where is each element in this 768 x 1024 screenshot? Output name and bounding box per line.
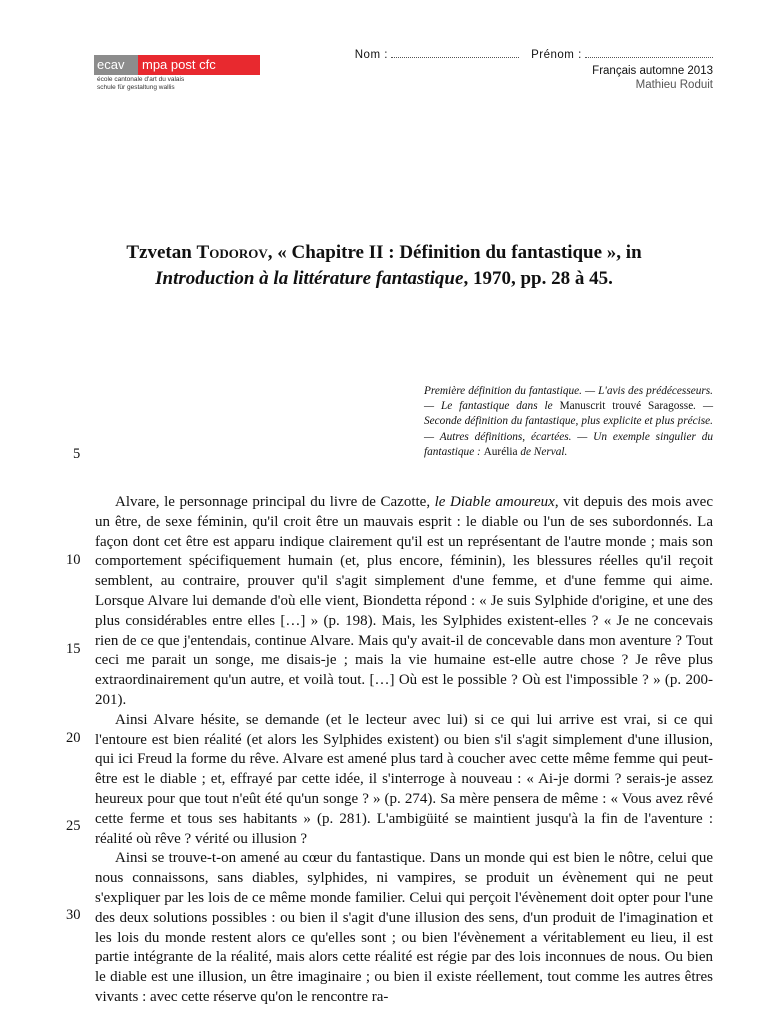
logo-subtitle (94, 76, 260, 92)
paragraph-1-start: Alvare, le personnage principal du livre de Cazotte, (115, 494, 435, 510)
title-publication: , 1970, pp. 28 à 45. (463, 268, 613, 289)
paragraph-1-rest: , vit depuis des mois avec un être, de sexe féminin, qu'il croit être un mauvais esprit : le diable ou l'un de ses subordonnés. La façon dont cet être est apparu indique clairement qu'il est un représentant de l'autre monde ; mais son comportement spécifiquement humain (et, plus encore, féminin), les blessures réelles qu'il reçoit semblent, au contraire, prouver qu'il s'agit simplement d'une femme, et d'une femme qui aime. Lorsque Alvare lui demande d'où elle vient, Biondetta répond : « Je suis Sylphide d'origine, et une des plus considérables entre elles […] » (p. 198). Mais, les Sylphides existent-elles ? « Je ne concevais rien de ce que j'entendais, continue Alvare. Mais qu'y avait-il de concevable dans mon aventure ? Tout ceci me parait un songe, me disais-je ; mais la vie humaine est-elle autre chose ? Je rêve plus extraordinairement qu'un autre, et voilà tout. […] Où est le possible ? Où est l'impossible ? » (p. 200-201). (95, 494, 713, 708)
prenom-line (585, 49, 713, 58)
summary-part4: Aurélia (483, 445, 518, 458)
nom-line (391, 49, 519, 58)
prenom-field (531, 49, 713, 61)
logo-mpa: mpa post cfc (138, 55, 260, 75)
logo-ecav: ecav (94, 55, 138, 75)
title-book: Introduction à la littérature fantastique (155, 268, 464, 289)
body-text (95, 493, 713, 1008)
title-chapter: , « Chapitre II : Définition du fantastique », in (267, 242, 642, 263)
prenom-label: Prénom : (531, 49, 582, 61)
line-number-10: 10 (66, 552, 81, 568)
summary-part2: Manuscrit trouvé Saragosse (559, 400, 694, 413)
nom-label: Nom : (354, 49, 388, 61)
page-title (60, 240, 708, 292)
paragraph-3: Ainsi se trouve-t-on amené au cœur du fantastique. Dans un monde qui est bien le nôtre, celui que nous connaissons, sans diables, sylphides, ni vampires, se produit un évènement qui ne peut s'expliquer par les lois de ce même monde familier. Celui qui perçoit l'évènement doit opter pour l'une des deux solutions possibles : ou bien il s'agit d'une illusion des sens, d'un produit de l'imagination et les lois du monde restent alors ce qu'elles sont ; ou bien l'évènement a véritablement eu lieu, il est partie intégrante de la réalité, mais alors cette réalité est régie par des lois inconnues de nous. Ou bien le diable est une illusion, un être imaginaire ; ou bien il existe réellement, tout comme les autres êtres vivants : avec cette réserve qu'on le rencontre ra- (95, 850, 713, 1005)
summary-part1: Première définition du fantastique. — L'avis des prédécesseurs. — Le fantastique dans le (424, 385, 713, 413)
title-author-last: Todorov (196, 242, 268, 263)
page-header (355, 49, 713, 92)
nom-field (355, 49, 519, 61)
line-number-20: 20 (66, 730, 81, 746)
logo-subtitle-line1: école cantonale d'art du valais (97, 76, 185, 83)
logo-subtitle-line2: schule für gestaltung wallis (97, 84, 175, 91)
summary-part5: de Nerval. (517, 445, 568, 458)
paragraph-1 (95, 493, 713, 711)
chapter-summary (424, 384, 713, 460)
title-author-first: Tzvetan (126, 242, 197, 263)
school-logo (94, 55, 260, 92)
line-number-15: 15 (66, 641, 81, 657)
paragraph-2: Ainsi Alvare hésite, se demande (et le lecteur avec lui) si ce qui lui arrive est vrai, si ce qui l'entoure est bien réalité (et alors les Sylphides existent) ou bien s'il s'agit simplement d'une illusion, qui ici Freud la forme du rêve. Alvare est amené plus tard à coucher avec cette même femme qui peut-être est le diable ; et, effrayé par cette idée, il s'interroge à nouveau : « Ai-je dormi ? serais-je assez heureux pour que tout n'eût été qu'un songe ? » (p. 274). Sa mère pensera de même : « Vous avez rêvé cette ferme et tous ses habitants » (p. 281). L'ambigüité se maintient jusqu'à la fin de l'aventure : réalité où rêve ? vérité ou illusion ? (95, 711, 713, 847)
name-fields (355, 49, 713, 61)
summary-part3: . — Seconde définition du fantastique, plus explicite et plus précise. — Autres définitions, écartées. — Un exemple singulier du fantastique : (424, 400, 713, 458)
line-number-25: 25 (66, 818, 81, 834)
author-label: Mathieu Roduit (635, 79, 713, 91)
book-title-diable-amoureux: le Diable amoureux (434, 494, 555, 510)
course-label: Français automne 2013 (592, 65, 713, 77)
logo-bar (94, 55, 260, 75)
line-number-30: 30 (66, 907, 81, 923)
line-number-5: 5 (73, 446, 81, 462)
